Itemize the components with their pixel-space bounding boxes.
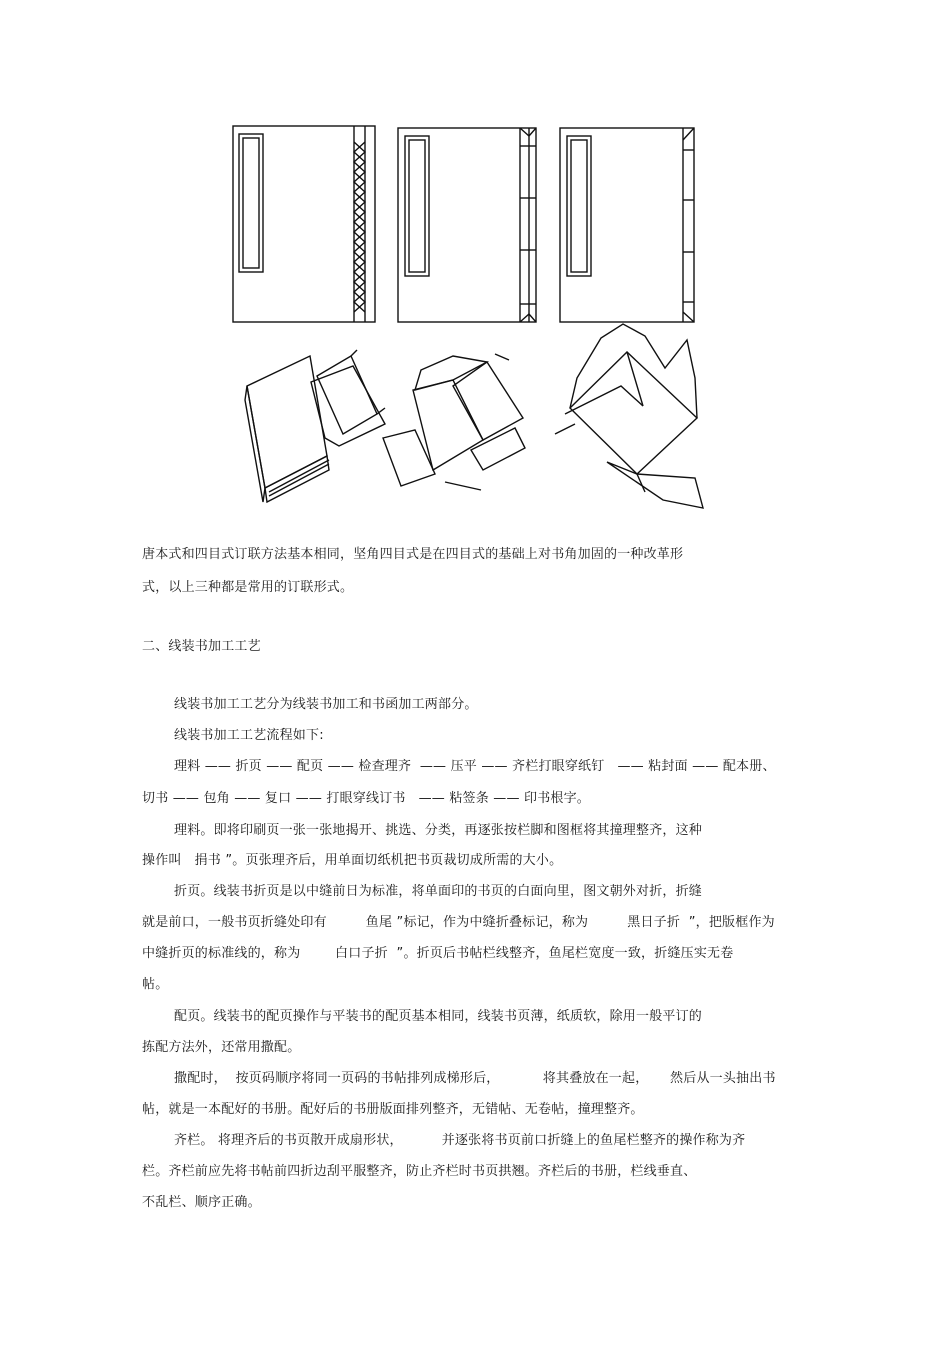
text-line: 帖，就是一本配好的书册。配好后的书册版面排列整齐，无错帖、无卷帖，撞理整齐。 <box>142 1102 644 1117</box>
section-heading: 二、线装书加工工艺 <box>142 639 261 654</box>
text-line: 齐栏。 将理齐后的书页散开成扇形状， 并逐张将书页前口折缝上的鱼尾栏整齐的操作称为齐 <box>174 1133 746 1148</box>
book-tang-style <box>233 126 375 322</box>
text-line: 中缝折页的标准线的，称为 白口子折 ”。折页后书帖栏线整齐，鱼尾栏宽度一致，折缝压实无卷 <box>142 946 734 961</box>
book-four-hole-reinforced-corner-style <box>560 128 694 322</box>
text-line: 唐本式和四目式订联方法基本相同，坚角四目式是在四目式的基础上对书角加固的一种改革形 <box>142 547 684 562</box>
book-case-open <box>245 350 385 502</box>
text-line: 式，以上三种都是常用的订联形式。 <box>142 580 354 595</box>
text-line: 不乱栏、顺序正确。 <box>142 1195 261 1210</box>
text-line: 就是前口，一般书页折缝处印有 鱼尾 ”标记，作为中缝折叠标记，称为 黑日子折 ”，把版框作为 <box>142 915 775 930</box>
text-line: 拣配方法外，还常用撒配。 <box>142 1040 301 1055</box>
text-line: 帖。 <box>142 977 169 992</box>
text-line: 理料。即将印刷页一张一张地揭开、挑选、分类，再逐张按栏脚和图框将其撞理整齐，这种 <box>174 823 703 838</box>
text-line: 折页。线装书折页是以中缝前日为标准，将单面印的书页的白面向里，图文朝外对折，折缝 <box>174 884 703 899</box>
book-four-hole-style <box>398 128 536 322</box>
bookbinding-illustration <box>225 118 725 518</box>
process-flow-line: 切书 —— 包角 —— 复口 —— 打眼穿线订书 —— 粘签条 —— 印书根字。 <box>142 791 590 806</box>
book-case-unfolded <box>383 354 525 490</box>
text-line: 线装书加工工艺分为线装书加工和书函加工两部分。 <box>174 697 478 712</box>
text-line: 线装书加工工艺流程如下: <box>174 728 324 743</box>
book-case-wrapped <box>555 324 703 508</box>
text-line: 栏。齐栏前应先将书帖前四折边刮平服整齐，防止齐栏时书页拱翘。齐栏后的书册，栏线垂直、 <box>142 1164 697 1179</box>
process-flow-line: 理料 —— 折页 —— 配页 —— 检查理齐 —— 压平 —— 齐栏打眼穿纸钉 —— 粘封面 —— 配本册、 <box>174 759 776 774</box>
text-line: 撒配时， 按页码顺序将同一页码的书帖排列成梯形后， 将其叠放在一起， 然后从一头抽出书 <box>174 1071 776 1086</box>
text-line: 配页。线装书的配页操作与平装书的配页基本相同，线装书页薄，纸质软，除用一般平订的 <box>174 1009 703 1024</box>
text-line: 操作叫 捐书 ”。页张理齐后，用单面切纸机把书页裁切成所需的大小。 <box>142 853 563 868</box>
